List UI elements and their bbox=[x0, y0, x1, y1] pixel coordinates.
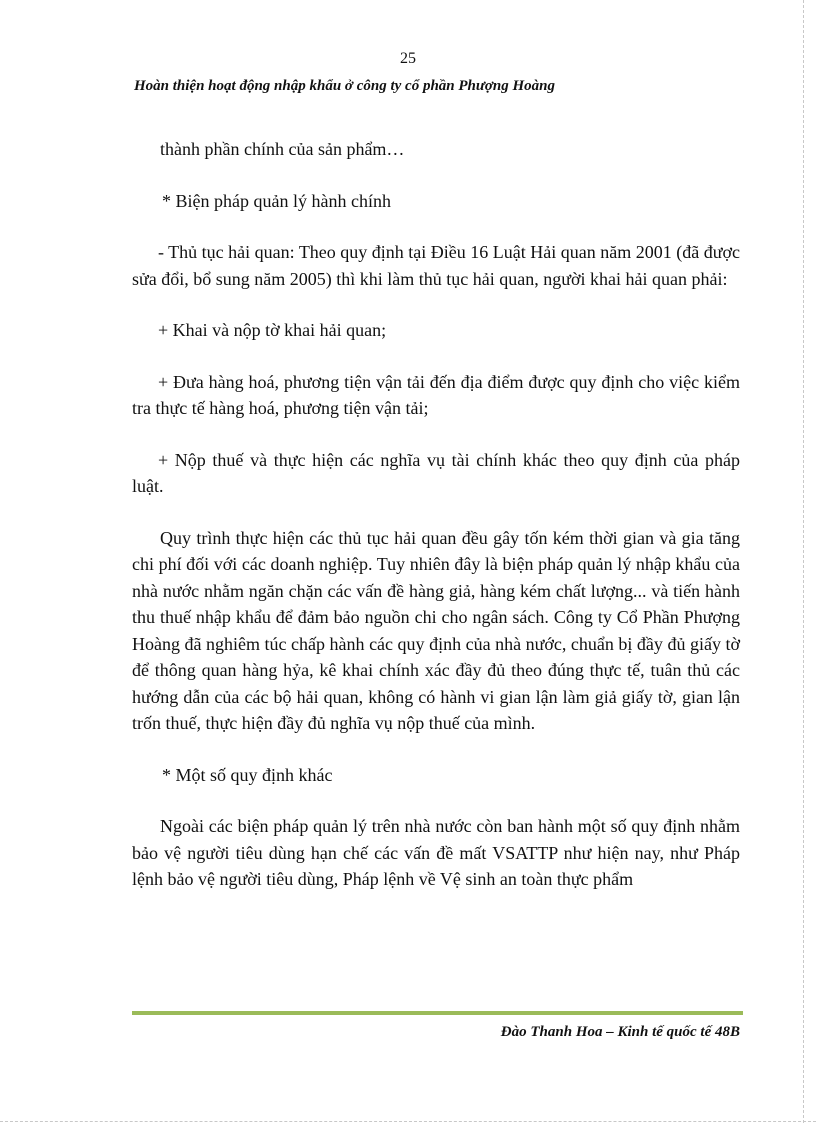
paragraph: Ngoài các biện pháp quản lý trên nhà nước còn ban hành một số quy định nhằm bảo vệ người tiêu dùng hạn chế các vấn đề mất VSATTP như hiện nay, như Pháp lệnh bảo vệ người tiêu dùng, Pháp lệnh về Vệ sinh an toàn thực phẩm bbox=[132, 816, 740, 889]
section-heading: * Biện pháp quản lý hành chính bbox=[162, 190, 391, 211]
footer-rule bbox=[132, 1011, 743, 1015]
paragraph: Quy trình thực hiện các thủ tục hải quan đều gây tốn kém thời gian và gia tăng chi phí đối với các doanh nghiệp. Tuy nhiên đây là biện pháp quản lý nhập khẩu của nhà nước nhằm ngăn chặn các vấn đề hàng giả, hàng kém chất lượng... và tiến hành thu thuế nhập khẩu để đảm bảo nguồn chi cho ngân sách. Công ty Cổ Phần Phượng Hoàng đã nghiêm túc chấp hành các quy định của nhà nước, chuẩn bị đầy đủ giấy tờ để thông quan hàng hỷa, kê khai chính xác đầy đủ theo đúng thực tế, tuân thủ các hướng dẫn của các bộ hải quan, không có hành vi gian lận làm giả giấy tờ, gian lận trốn thuế, thực hiện đầy đủ nghĩa vụ nộp thuế của mình. bbox=[132, 527, 740, 733]
page-edge-right bbox=[803, 0, 804, 1123]
page-edge-bottom bbox=[0, 1121, 816, 1122]
running-header-title: Hoàn thiện hoạt động nhập khẩu ở công ty cổ phần Phượng Hoàng bbox=[134, 78, 556, 94]
footer-author: Đào Thanh Hoa – Kinh tế quốc tế 48B bbox=[500, 1024, 740, 1040]
paragraph: - Thủ tục hải quan: Theo quy định tại Điều 16 Luật Hải quan năm 2001 (đã được sửa đổi, bổ sung năm 2005) thì khi làm thủ tục hải quan, người khai hải quan phải: bbox=[132, 242, 740, 289]
section-heading: * Một số quy định khác bbox=[162, 764, 333, 785]
list-item: + Nộp thuế và thực hiện các nghĩa vụ tài chính khác theo quy định của pháp luật. bbox=[132, 449, 740, 496]
list-item: + Khai và nộp tờ khai hải quan; bbox=[158, 320, 387, 340]
page-number: 25 bbox=[400, 50, 416, 67]
document-body bbox=[132, 136, 740, 918]
paragraph: thành phần chính của sản phẩm… bbox=[160, 139, 405, 159]
list-item: + Đưa hàng hoá, phương tiện vận tải đến địa điểm được quy định cho việc kiểm tra thực tế hàng hoá, phương tiện vận tải; bbox=[132, 371, 740, 418]
